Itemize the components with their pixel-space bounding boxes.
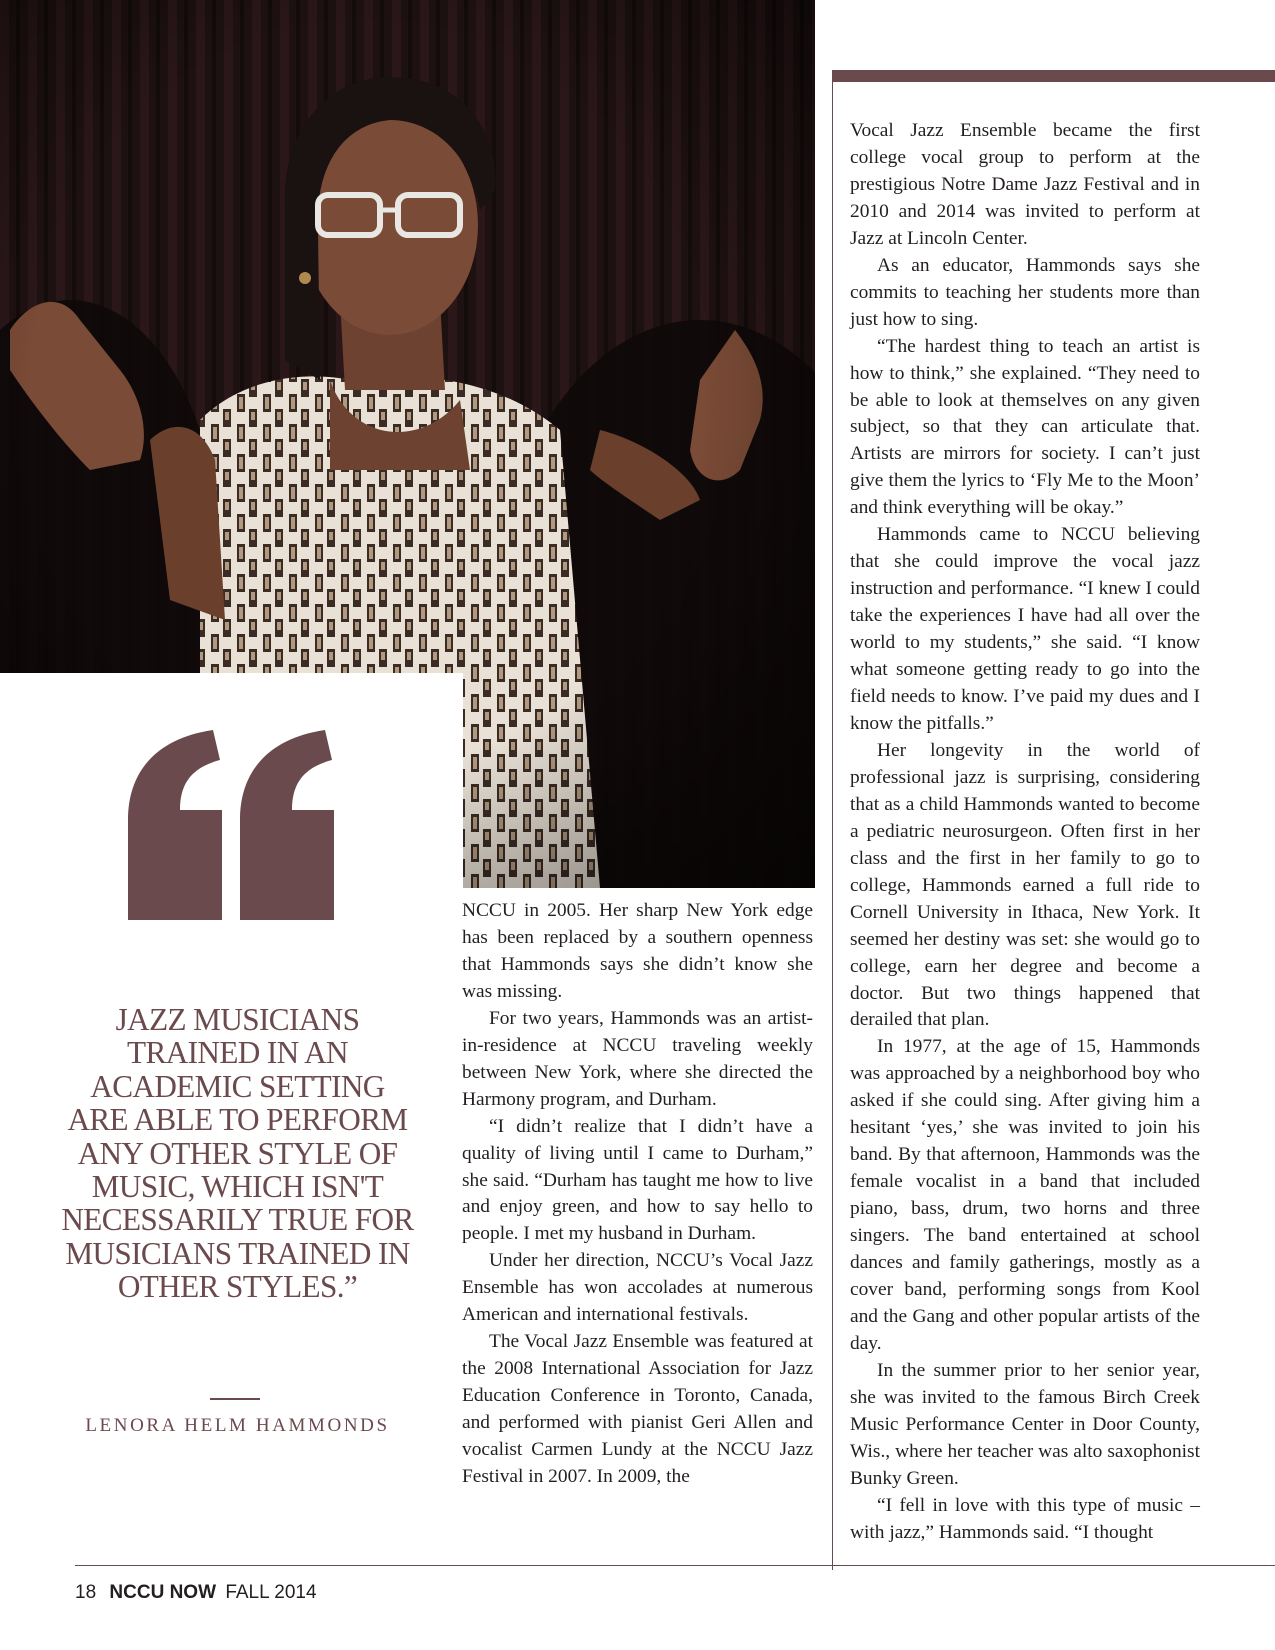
article-paragraph: Vocal Jazz Ensemble became the first college vocal group to perform at the prestigious Notre Dame Jazz Festival and in 2010 and 2014 was invited to perform at Jazz at Lincoln Center. — [850, 120, 1200, 249]
pull-quote-attribution: LENORA HELM HAMMONDS — [85, 1415, 390, 1436]
column-divider — [832, 82, 833, 1570]
footer-rule — [75, 1565, 1275, 1566]
publication-name: NCCU NOW — [109, 1582, 217, 1603]
accent-bar — [832, 70, 1275, 82]
article-paragraph: NCCU in 2005. Her sharp New York edge has been replaced by a southern openness that Hammonds says she didn’t know she was missing. — [462, 900, 813, 1002]
article-column-right — [850, 118, 1200, 1547]
page-number: 18 — [75, 1582, 97, 1603]
article-paragraph: “I didn’t realize that I didn’t have a quality of living until I came to Durham,” she said. “Durham has taught me how to live and enjoy green, and how to say hello to people. I met my husband in Durham. — [462, 1115, 813, 1245]
issue-label: FALL 2014 — [225, 1582, 317, 1603]
page-footer — [75, 1582, 317, 1604]
article-paragraph: In the summer prior to her senior year, she was invited to the famous Birch Creek Music Performance Center in Door County, Wis., where her teacher was alto saxophonist Bunky Green. — [850, 1359, 1200, 1489]
article-paragraph: “The hardest thing to teach an artist is how to think,” she explained. “They need to be able to look at themselves on any given subject, so that they can articulate that. Artists are mirrors for society. I can’t just give them the lyrics to ‘Fly Me to the Moon’ and think everything will be okay.” — [850, 335, 1200, 519]
open-quote-mark-icon — [128, 730, 343, 920]
article-paragraph: Hammonds came to NCCU believing that she could improve the vocal jazz instruction and performance. “I knew I could take the experiences I have had all over the world to my students,” she said. “I know what someone getting ready to go into the field needs to know. I’ve paid my dues and I know the pitfalls.” — [850, 524, 1200, 734]
article-paragraph: For two years, Hammonds was an artist-in-residence at NCCU traveling weekly between New York, where she directed the Harmony program, and Durham. — [462, 1007, 813, 1110]
pull-quote-divider — [210, 1398, 260, 1400]
article-paragraph: Under her direction, NCCU’s Vocal Jazz Ensemble has won accolades at numerous American and international festivals. — [462, 1250, 813, 1326]
article-paragraph: In 1977, at the age of 15, Hammonds was approached by a neighborhood boy who asked if she could sing. After giving him a hesitant ‘yes,’ she was invited to join his band. By that afternoon, Hammonds was the female vocalist in a band that included piano, bass, drum, two horns and three singers. The band entertained at school dances and family gatherings, mostly as a cover band, performing songs from Kool and the Gang and other popular artists of the day. — [850, 1036, 1200, 1354]
article-paragraph: As an educator, Hammonds says she commits to teaching her students more than just how to sing. — [850, 254, 1200, 330]
pull-quote-text: JAZZ MUSICIANS TRAINED IN AN ACADEMIC SETTING ARE ABLE TO PERFORM ANY OTHER STYLE OF MUSIC, WHICH ISN'T NECESSARILY TRUE FOR MUSICIANS TRAINED IN OTHER STYLES.” — [61, 1002, 414, 1305]
article-paragraph: “I fell in love with this type of music – with jazz,” Hammonds said. “I thought — [850, 1494, 1200, 1543]
article-column-middle — [462, 898, 813, 1491]
article-paragraph: The Vocal Jazz Ensemble was featured at the 2008 International Association for Jazz Education Conference in Toronto, Canada, and performed with pianist Geri Allen and vocalist Carmen Lundy at the NCCU Jazz Festival in 2007. In 2009, the — [462, 1331, 813, 1488]
article-paragraph: Her longevity in the world of professional jazz is surprising, considering that as a child Hammonds wanted to become a pediatric neurosurgeon. Often first in her class and the first in her family to go to college, Hammonds earned a full ride to Cornell University in Ithaca, New York. It seemed her destiny was set: she would go to college, earn her degree and become a doctor. But two things happened that derailed that plan. — [850, 739, 1200, 1031]
